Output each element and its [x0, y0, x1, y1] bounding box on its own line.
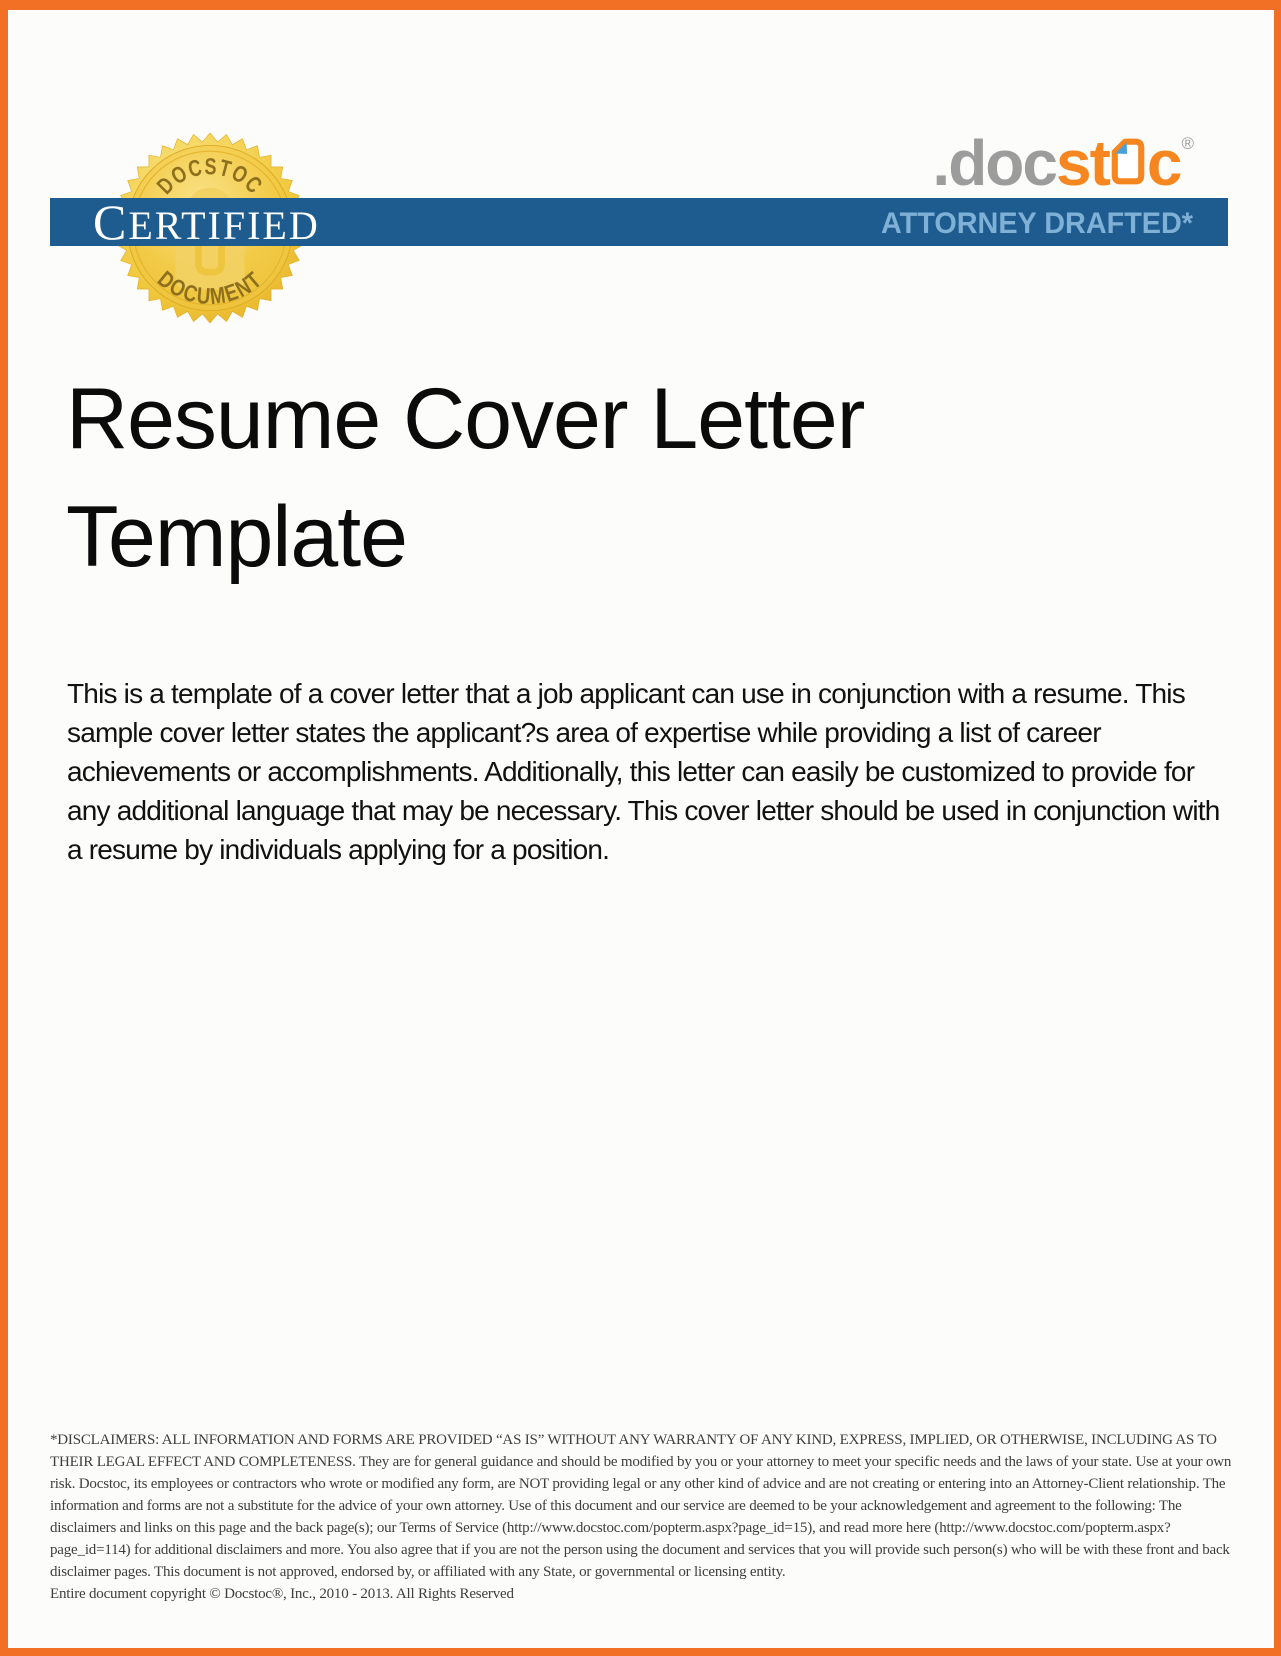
- disclaimers-text: *DISCLAIMERS: ALL INFORMATION AND FORMS ARE PROVIDED “AS IS” WITHOUT ANY WARRANTY OF ANY KIND, EXPRESS, IMPLIED, OR OTHERWISE, INCLUDING AS TO THEIR LEGAL EFFECT AND COMPLETENESS. They are for general guidance and should be modified by you or your attorney to meet your specific needs and the laws of your state. Use at your own risk. Docstoc, its employees or contractors who wrote or modified any form, are NOT providing legal or any other kind of advice and are not creating or entering into an Attorney-Client relationship. The information and forms are not a substitute for the advice of your own attorney. Use of this document and our service are deemed to be your acknowledgement and agreement to the following: The disclaimers and links on this page and the back page(s); our Terms of Service (http://www.docstoc.com/popterm.aspx?page_id=15), and read more here (http://www.docstoc.com/popterm.aspx?page_id=114) for additional disclaimers and more. You also agree that if you are not the person using the document and services that you will provide such person(s) who will be with these front and back disclaimer pages. This document is not approved, endorsed by, or affiliated with any State, or governmental or licensing entity.: [50, 1432, 1232, 1580]
- docstoc-logo: [932, 127, 1194, 212]
- document-icon: [1111, 138, 1145, 185]
- certified-label: CERTIFIED: [93, 194, 320, 250]
- seal-bottom-text: DOCUMENT: [152, 263, 270, 310]
- seal-top-text: DOCSTOC: [151, 152, 272, 202]
- description-paragraph: This is a template of a cover letter that a job applicant can use in conjunction with a resume. This sample cover letter states the applicant?s area of expertise while providing a list of career achievements or accomplishments. Additionally, this letter can easily be customized to provide for any additional language that may be necessary. This cover letter should be used in conjunction with a resume by individuals applying for a position.: [67, 678, 1220, 865]
- page-title: Resume Cover Letter Template: [66, 371, 865, 585]
- logo-text-doc: .doc: [932, 127, 1056, 199]
- footer: [50, 1429, 1236, 1605]
- registered-trademark-symbol: ®: [1181, 134, 1194, 153]
- logo-text-c: c: [1146, 127, 1181, 199]
- logo-text-st: st: [1055, 127, 1109, 199]
- copyright-line: Entire document copyright © Docstoc®, Inc., 2010 - 2013. All Rights Reserved: [50, 1586, 514, 1602]
- attorney-drafted-label: ATTORNEY DRAFTED*: [880, 207, 1193, 240]
